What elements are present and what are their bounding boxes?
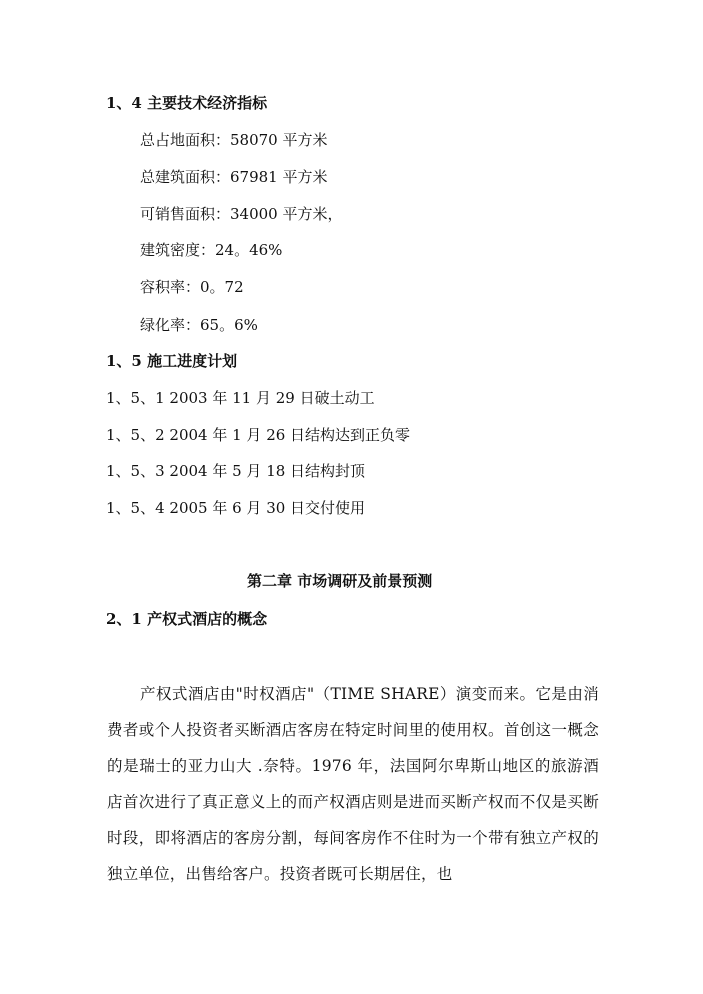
heading-2-1: 2、1 产权式酒店的概念 bbox=[106, 610, 268, 628]
indicator-building-density: 建筑密度：24。46% bbox=[140, 241, 283, 259]
indicator-green-ratio: 绿化率：65。6% bbox=[140, 316, 258, 334]
schedule-item-ground-level: 1、5、2 2004 年 1 月 26 日结构达到正负零 bbox=[106, 426, 411, 444]
indicator-plot-ratio: 容积率：0。72 bbox=[140, 278, 244, 296]
indicator-total-land-area: 总占地面积：58070 平方米 bbox=[140, 131, 328, 149]
chapter-2-title: 第二章 市场调研及前景预测 bbox=[247, 572, 433, 590]
heading-1-4: 1、4 主要技术经济指标 bbox=[106, 94, 268, 112]
schedule-item-topping-out: 1、5、3 2004 年 5 月 18 日结构封顶 bbox=[106, 462, 366, 480]
heading-1-5: 1、5 施工进度计划 bbox=[106, 352, 238, 370]
indicator-total-building-area: 总建筑面积：67981 平方米 bbox=[140, 168, 328, 186]
indicator-saleable-area: 可销售面积：34000 平方米， bbox=[140, 205, 343, 223]
schedule-item-groundbreaking: 1、5、1 2003 年 11 月 29 日破土动工 bbox=[106, 389, 375, 407]
paragraph-2-1: 产权式酒店由"时权酒店"（TIME SHARE）演变而来。它是由消费者或个人投资者买断酒店客房在特定时间里的使用权。首创这一概念的是瑞士的亚力山大 .奈特。1976 年，法国阿尔卑斯山地区的旅游酒店首次进行了真正意义上的而产权酒店则是进而买断产权而不仅是买断时段，即将酒店的客房分割，每间客房作不住时为一个带有独立产权的独立单位，出售给客户。投资者既可长期居住，也 bbox=[107, 685, 599, 883]
schedule-item-delivery: 1、5、4 2005 年 6 月 30 日交付使用 bbox=[106, 499, 366, 517]
